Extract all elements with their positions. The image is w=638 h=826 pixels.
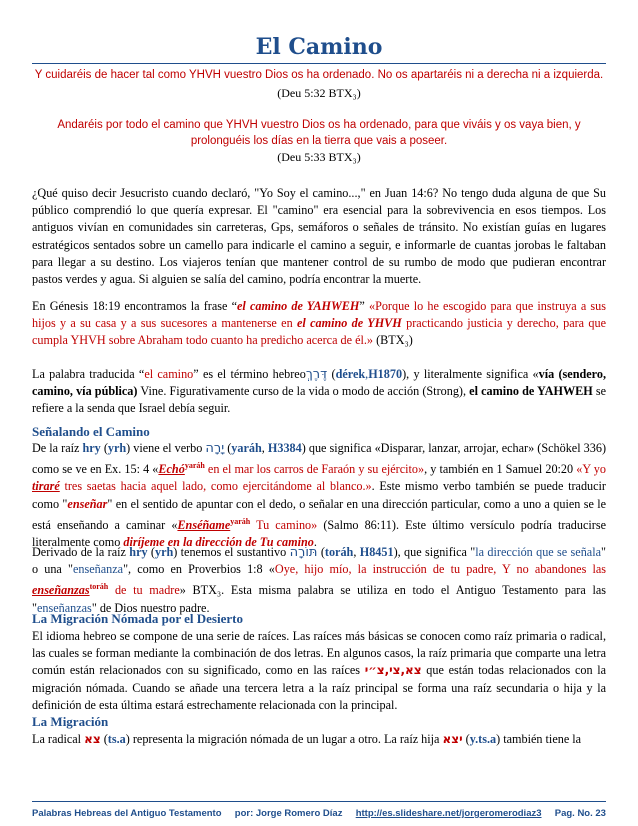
paragraph-torah [32, 544, 606, 617]
text: ", como en Proverbios 1:8 « [123, 562, 275, 577]
text: ( [224, 441, 232, 455]
text: , [353, 545, 360, 559]
root: yrh [107, 441, 127, 455]
hebrew-word: דֶּרֶךְ [305, 367, 328, 382]
text: " de Dios nuestro padre. [91, 600, 210, 615]
paragraph-genesis [32, 298, 606, 350]
paragraph-yarah [32, 440, 606, 551]
quote: en el mar los carros de Faraón y su ejército» [204, 462, 425, 477]
quote: «Porque lo he escogido para que instruya a sus hijos y a su casa y a sus sucesores a mantenerse en [32, 299, 606, 331]
verse-deu-5-33-line2: prolonguéis los días en la tierra que vais a poseer. [190, 135, 448, 147]
text: . [313, 535, 317, 550]
footer-author: por: Jorge Romero Díaz [234, 808, 343, 819]
verse-ref-1: (Deu 5:32 BTX₃) [277, 86, 361, 100]
text: ) viene el verbo [126, 441, 206, 455]
quote: Oye, hijo mío, la instrucción de tu padre, Y no abandones las [274, 562, 607, 577]
text: ) representa la migración nómada de un lugar a otro. La raíz hija [125, 732, 443, 746]
emphasis: enseñanzas [32, 583, 90, 598]
translit: y.ts.a [469, 732, 497, 746]
text: que están todas relacionados con la migración nómada. Cuando se añade una tercera letra a la raíz principal se forma una raíz secundaria o hija y la definición de esta última estará estrechamente relacionada con la principal. [32, 663, 607, 712]
page-title: El Camino [255, 34, 383, 60]
text: . Este mismo verbo también se puede traducir como " [32, 479, 606, 511]
text: ) tenemos el sustantivo [173, 545, 290, 559]
text: El idioma hebreo se compone de una serie de raíces. Las raíces más básicas se conocen como raíz primaria o radical, las cuales se forman mediante la combinación de dos letras. En algunos casos, la raíz primaria que comparte una letra común están relacionados con su significado, como en las raíces [32, 629, 606, 678]
footer-rule [32, 801, 606, 802]
paragraph-derek [32, 366, 606, 418]
text: (BTX₃) [373, 333, 413, 348]
emphasis: enseñar [67, 496, 108, 511]
paragraph-intro: ¿Qué quiso decir Jesucristo cuando declaró, "Yo Soy el camino...," en Juan 14:6? No tengo duda alguna de que Su público comprendió lo que quería expresar. El "camino" era esencial para la sobrevivencia en esos tiempos. Los antiguos vivían en comunidades sin carreteras, Gps, semáforos o señales de tránsito. No existían guías en lugares estratégicos sentados sobre un camello para indicarle el camino a seguir, e informarle de cuantas jorobas le faltaban para llegar a su destino. Los viajeros tenían que mantener control de su rumbo de modo que pudieran encontrar pastos verdes y agua. Si alguien se salía del camino, podría encontrar la muerte. [32, 186, 606, 287]
text: » BTX₃. Esta misma palabra se utiliza en todo el Antiguo Testamento para las " [32, 583, 607, 615]
translit: yaráh [231, 441, 262, 455]
emphasis: Echó [158, 462, 185, 477]
superscript: toráh [89, 582, 109, 592]
translit: toráh [324, 545, 354, 559]
verse-deu-5-33-line1: Andaréis por todo el camino que YHVH vuestro Dios os ha ordenado, para que viváis y os vaya bien, y [57, 119, 581, 131]
paragraph-migration [32, 731, 606, 748]
section-heading: La Migración Nómada por el Desierto [32, 611, 243, 626]
strong-number: H1870 [368, 367, 403, 381]
quote: tres saetas hacia aquel lado, como ejercitándome al blanco.» [59, 479, 372, 494]
quote: «Y yo [576, 462, 606, 477]
text: ( [462, 732, 470, 746]
text: ( [327, 367, 336, 381]
text: " en el sentido de apuntar con el dedo, o señalar en una dirección particular, como a uno a quien se le está enseñando a caminar « [32, 496, 606, 532]
text: ) que significa «Disparar, lanzar, arrojar, echar» (Schökel 336) como se ve en Ex. 15: 4 « [32, 441, 606, 477]
strong-number: H3384 [267, 441, 302, 455]
emphasis: enseñanza [72, 562, 124, 577]
emphasis: el camino de YAHWEH [469, 384, 593, 399]
quote: de tu madre [108, 583, 180, 598]
translit: dérek [335, 367, 366, 381]
verse-deu-5-32: Y cuidaréis de hacer tal como YHVH vuestro Dios os ha ordenado. No os apartaréis ni a derecha ni a izquierda. [34, 69, 604, 81]
text: , [261, 441, 268, 455]
paragraph-roots [32, 628, 606, 714]
superscript: yaráh [184, 461, 205, 471]
footer-book-title: Palabras Hebreas del Antiguo Testamento [32, 808, 222, 819]
hebrew-word: צא [84, 732, 101, 746]
footer-link[interactable]: http://es.slideshare.net/jorgeromerodiaz3 [355, 808, 542, 819]
text: ” es el término hebreo [193, 367, 306, 381]
emphasis: diríjeme en la dirección de Tu camino [123, 535, 314, 550]
emphasis: vía (sendero, camino, vía pública) [32, 367, 606, 399]
emphasis: el camino de YHVH [296, 316, 402, 331]
hebrew-word: תּוֹרָה [289, 545, 318, 560]
emphasis: Enséñame [177, 517, 231, 532]
root: yrh [154, 545, 174, 559]
footer-page-number: Pag. No. 23 [554, 808, 606, 819]
text: ” [359, 299, 369, 313]
page-footer [32, 808, 606, 819]
translit: ts.a [107, 732, 126, 746]
text: se refiere a la senda que Israel debía seguir. [32, 384, 607, 416]
text: ( [317, 545, 325, 559]
quote: practicando justicia y derecho, para que cumpla YHVH sobre Abraham todo cuanto ha predicho acerca de él.» [32, 316, 606, 348]
emphasis: la dirección que se señala [475, 545, 602, 559]
hebrew-word: יָרָה [205, 441, 225, 456]
emphasis: el camino [144, 367, 194, 381]
emphasis: el camino de YAHWEH [237, 299, 360, 313]
text: ( [100, 441, 108, 455]
text: En Génesis 18:19 encontramos la frase “ [32, 299, 237, 313]
text: (Salmo 86:11). Este último versículo podría traducirse literalmente como [32, 517, 607, 550]
strong-number: H8451 [359, 545, 394, 559]
section-heading: La Migración [32, 714, 109, 729]
text: Vine. Figurativamente curso de la vida o modo de acción (Strong), [137, 384, 470, 399]
section-heading: Señalando el Camino [32, 424, 150, 439]
root: hry [82, 441, 101, 455]
text: ( [100, 732, 108, 746]
text: La palabra traducida “ [32, 367, 145, 381]
text: " o una " [32, 545, 606, 577]
text: ), que significa " [393, 545, 476, 559]
text: La radical [32, 732, 85, 746]
emphasis: enseñanzas [36, 600, 92, 615]
verse-ref-2: (Deu 5:33 BTX₃) [277, 150, 361, 164]
superscript: yaráh [230, 516, 251, 526]
emphasis: tiraré [32, 479, 60, 494]
text: De la raíz [32, 441, 83, 455]
root: hry [129, 545, 148, 559]
text: ( [147, 545, 155, 559]
text: , y también en 1 Samuel 20:20 [424, 462, 577, 477]
text: , [365, 367, 369, 381]
quote: Tu camino» [250, 517, 318, 532]
title-rule [32, 63, 606, 64]
hebrew-word: צא,צי,צ״י [364, 663, 422, 678]
text: ) también tiene la [496, 732, 582, 746]
text: Derivado de la raíz [32, 545, 130, 559]
text: ), y literalmente significa « [402, 367, 539, 381]
hebrew-word: יצא [442, 732, 463, 746]
